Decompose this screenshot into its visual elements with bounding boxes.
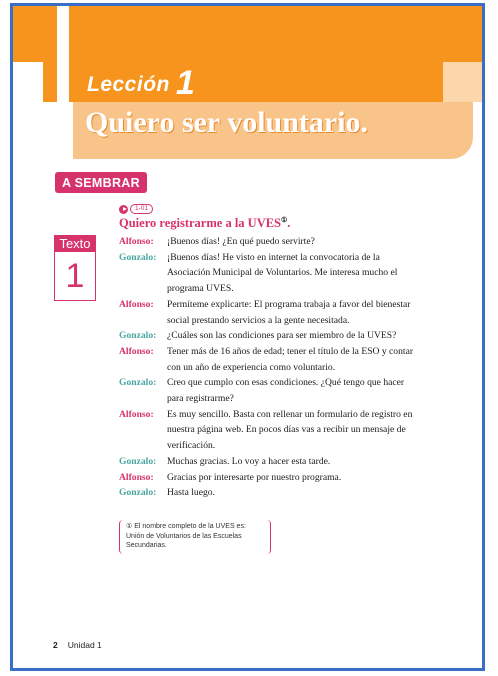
dialog-speaker: Alfonso:: [119, 298, 154, 310]
page-number: 2: [53, 640, 58, 650]
dialog-speech: Permíteme explicarte: El programa trabaja a favor del bienestar social prestando servicios a la gente necesitada.: [167, 298, 411, 326]
dialog-speaker: Gonzalo:: [119, 330, 157, 342]
texto-label: Texto: [54, 235, 96, 252]
audio-track[interactable]: [119, 204, 153, 214]
dialog-speaker: Alfonso:: [119, 236, 154, 247]
header-banner: [13, 6, 482, 62]
section-badge: A SEMBRAR: [55, 172, 147, 193]
lesson-title: Quiero ser voluntario.: [85, 106, 369, 139]
dialog-title-text: Quiero registrarme a la UVES: [119, 216, 282, 231]
texto-number: 1: [54, 252, 96, 301]
dialog-line: [119, 297, 419, 328]
dialog-speaker: Alfonso:: [119, 408, 154, 420]
audio-code: 1-01: [130, 204, 153, 214]
lesson-number: 1: [175, 64, 196, 102]
dialog-speech: ¡Buenos días! He visto en internet la convocatoria de la Asociación Municipal de Voluntarios. Me interesa mucho el programa UVES.: [167, 251, 398, 295]
dialog-title: Quiero registrarme a la UVES①.: [119, 216, 291, 231]
header-stripe: [57, 6, 69, 124]
unit-label: Unidad 1: [67, 640, 102, 650]
dialog-line: [119, 375, 419, 406]
dialog-speaker: Gonzalo:: [119, 487, 157, 499]
dialog-speech: Hasta luego.: [167, 487, 215, 499]
play-icon[interactable]: [119, 205, 128, 214]
dialog-line: [119, 454, 419, 470]
dialog-speaker: Gonzalo:: [119, 455, 157, 467]
footnote-text: El nombre completo de la UVES es: Unión de Voluntarios de las Escuelas Secundarias.: [126, 523, 246, 549]
dialog-speaker: Alfonso:: [119, 471, 154, 483]
dialog-speech: Tener más de 16 años de edad; tener el título de la ESO y contar con un año de experiencia como voluntario.: [167, 345, 414, 373]
dialog-speech: ¿Cuáles son las condiciones para ser miembro de la UVES?: [167, 330, 397, 342]
dialog-speech: ¡Buenos días! ¿En qué puedo servirte?: [167, 236, 315, 247]
dialog-line: [119, 470, 419, 486]
footnote-box: [119, 520, 271, 554]
dialog-line: [119, 234, 419, 250]
dialog-speaker: Gonzalo:: [119, 251, 157, 263]
dialog-speech: Creo que cumplo con esas condiciones. ¿Qué tengo que hacer para registrarme?: [167, 377, 405, 405]
dialog-speaker: Gonzalo:: [119, 377, 157, 389]
lesson-label: Lección: [87, 73, 170, 96]
footnote-mark: ①: [126, 523, 133, 530]
dialog-line: [119, 344, 419, 375]
dialog-speech: Muchas gracias. Lo voy a hacer esta tarde.: [167, 455, 331, 467]
header-banner-right: [443, 62, 485, 102]
page-footer: [53, 640, 102, 650]
dialog-speech: Es muy sencillo. Basta con rellenar un formulario de registro en nuestra página web. En pocos días vas a recibir un mensaje de verificación.: [167, 408, 413, 452]
footnote-ref: ①: [281, 216, 288, 224]
lesson-heading: [87, 64, 195, 103]
dialog-speaker: Alfonso:: [119, 345, 154, 357]
dialog-line: [119, 328, 419, 344]
texto-box: [54, 235, 96, 301]
dialog-line: [119, 485, 419, 501]
dialog-line: [119, 407, 419, 454]
dialog-speech: Gracias por interesarte por nuestro programa.: [167, 471, 342, 483]
page-frame: [10, 3, 485, 671]
dialog-body: [119, 234, 419, 501]
dialog-line: [119, 250, 419, 297]
